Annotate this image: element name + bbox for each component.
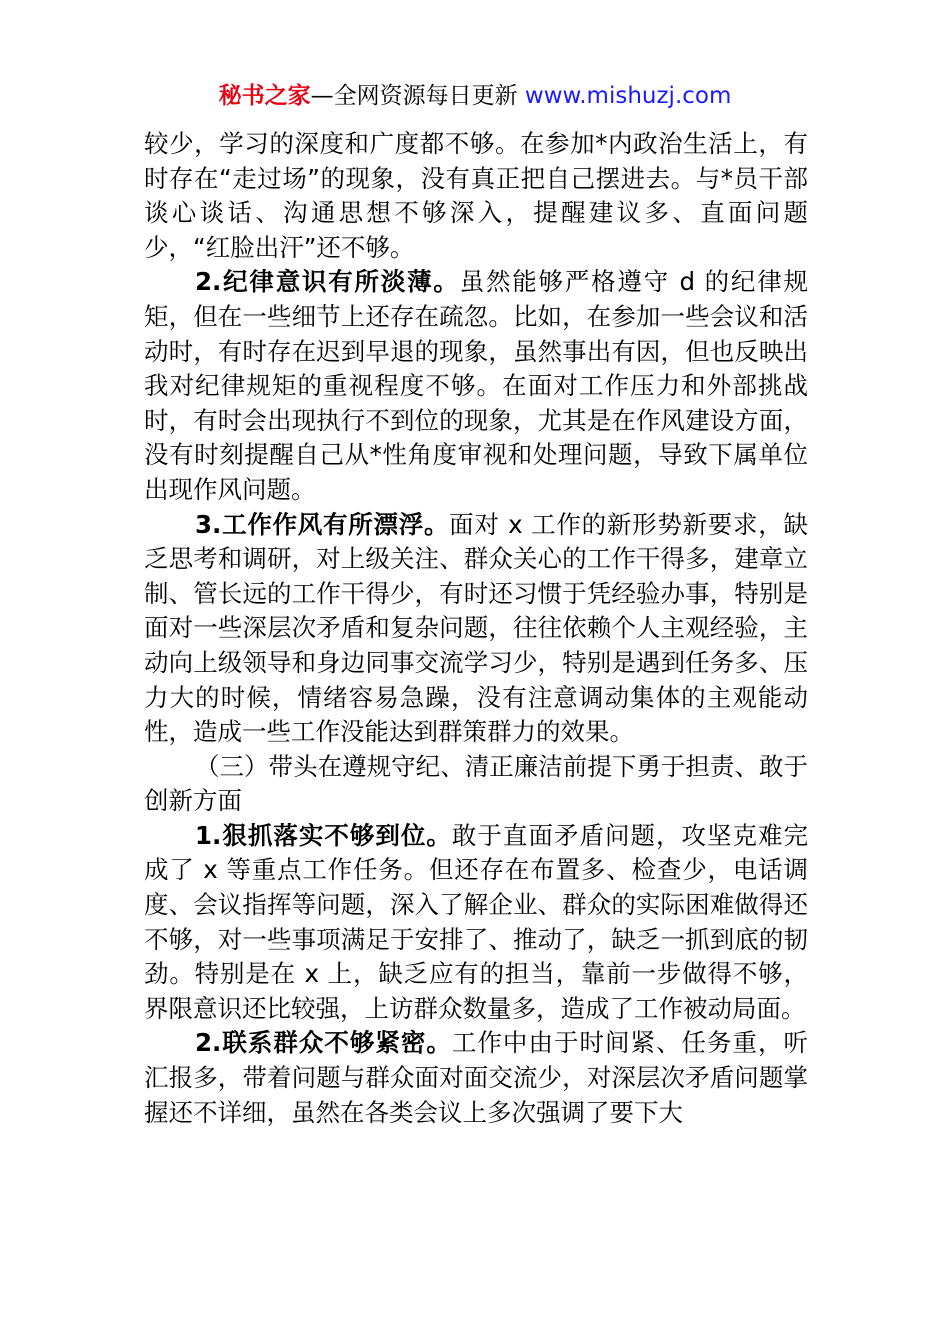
document-body [144,127,808,1130]
brand-name: 秘书之家 [218,83,311,109]
section-heading [144,750,808,819]
paragraph-text: 面对 x 工作的新形势新要求，缺乏思考和调研，对上级关注、群众关心的工作干得多，建章立制、管长远的工作干得少，有时还习惯于凭经验办事，特别是面对一些深层次矛盾和复杂问题，往往依赖个人主观经验，主动向上级领导和身边同事交流学习少，特别是遇到任务多、压力大的时候，情绪容易急躁，没有注意调动集体的主观能动性，造成一些工作没能达到群策群力的效果。 [144,509,808,747]
site-header [0,78,950,114]
paragraph-work-style [144,508,808,750]
paragraph-discipline [144,265,808,507]
paragraph-heading: 2.纪律意识有所淡薄。 [195,267,460,297]
site-url[interactable]: www.mishuzj.com [517,83,732,109]
paragraph-heading: 2.联系群众不够紧密。 [195,1028,452,1058]
paragraph-continued [144,127,808,265]
paragraph-text: 虽然能够严格遵守 d 的纪律规矩，但在一些细节上还存在疏忽。比如，在参加一些会议和活动时，有时存在迟到早退的现象，虽然事出有因，但也反映出我对纪律规矩的重视程度不够。在面对工作压力和外部挑战时，有时会出现执行不到位的现象，尤其是在作风建设方面，没有时刻提醒自己从*性角度审视和处理问题，导致下属单位出现作风问题。 [144,267,808,504]
paragraph-text: 敢于直面矛盾问题，攻坚克难完成了 x 等重点工作任务。但还存在布置多、检查少，电话调度、会议指挥等问题，深入了解企业、群众的实际困难做得还不够，对一些事项满足于安排了、推动了，缺乏一抓到底的韧劲。特别是在 x 上，缺乏应有的担当，靠前一步做得不够，界限意识还比较强，上访群众数量多，造成了工作被动局面。 [144,820,808,1023]
paragraph-text: 较少，学习的深度和广度都不够。在参加*内政治生活上，有时存在“走过场”的现象，没有真正把自己摆进去。与*员干部谈心谈话、沟通思想不够深入，提醒建议多、直面问题少，“红脸出汗”还不够。 [144,129,808,262]
paragraph-heading: 3.工作作风有所漂浮。 [195,509,450,539]
header-tagline: —全网资源每日更新 [310,83,518,109]
paragraph-implementation [144,819,808,1027]
paragraph-masses [144,1026,808,1130]
section-heading-text: （三）带头在遵规守纪、清正廉洁前提下勇于担责、敢于创新方面 [144,751,808,816]
paragraph-text: 工作中由于时间紧、任务重，听汇报多，带着问题与群众面对面交流少，对深层次矛盾问题掌握还不详细，虽然在各类会议上多次强调了要下大 [144,1028,808,1127]
paragraph-heading: 1.狠抓落实不够到位。 [195,820,452,850]
